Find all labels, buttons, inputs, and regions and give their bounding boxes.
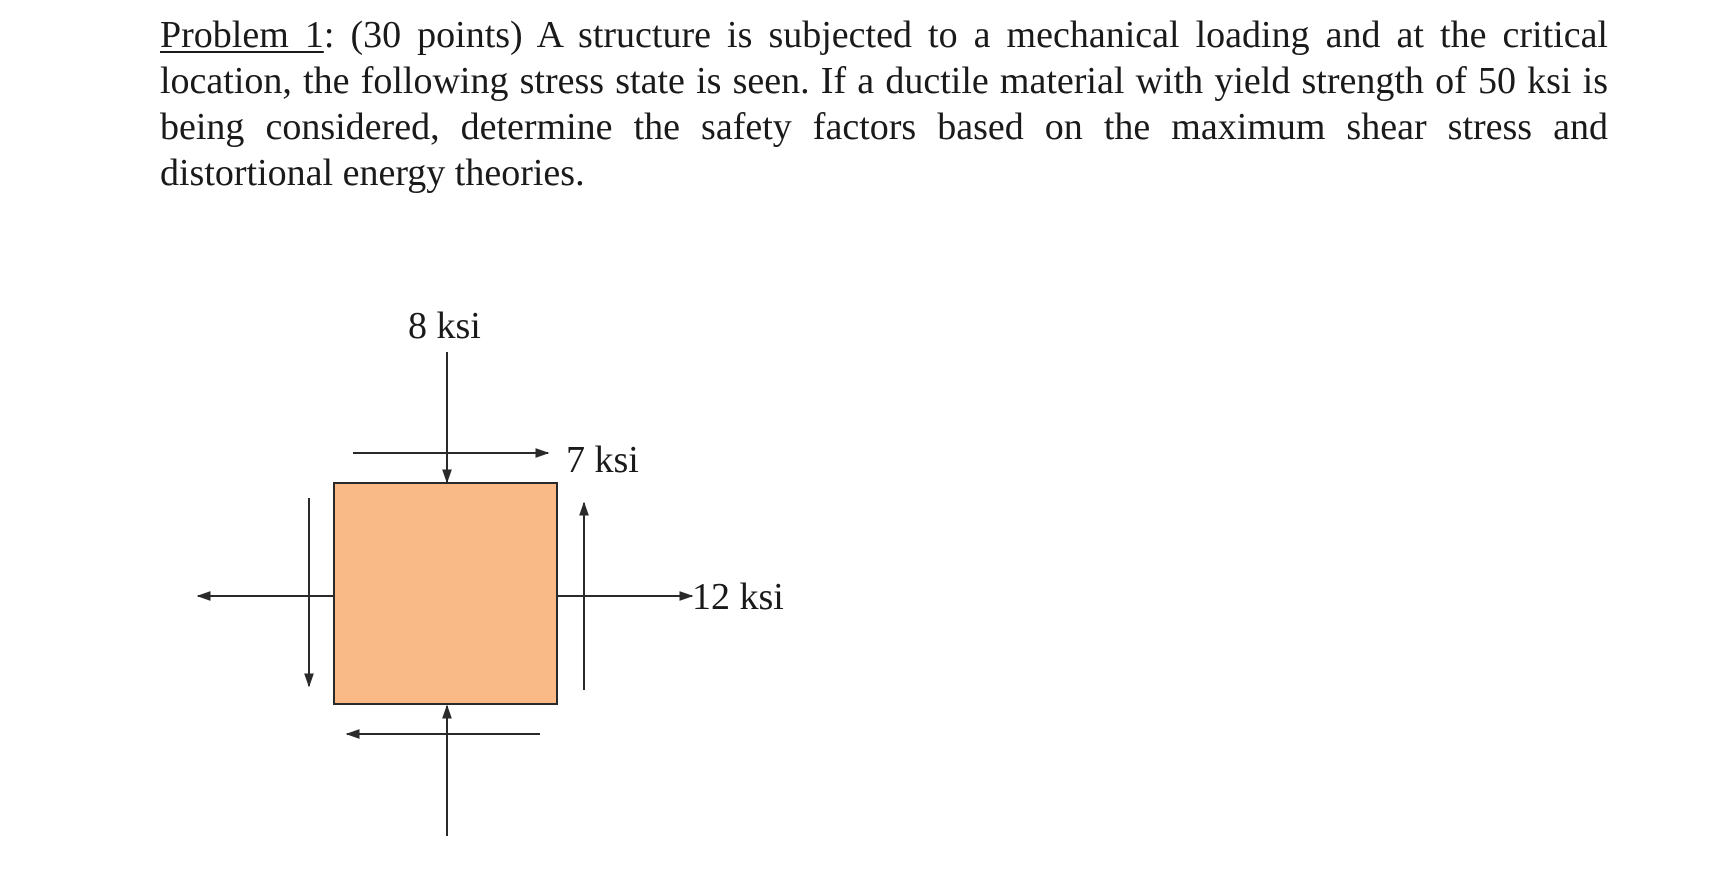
problem-body: : (30 points) A structure is subjected to a mechanical loading and at the critical location, the following stress state is seen. If a ductile material with yield strength of 50 ksi is being considered, determine the safety factors based on the maximum shear stress and distortional energy theories. <box>160 14 1608 194</box>
label-normal-stress-x: 12 ksi <box>692 576 784 618</box>
label-shear-stress: 7 ksi <box>566 439 639 481</box>
label-normal-stress-y: 8 ksi <box>408 305 481 347</box>
stress-element <box>334 483 557 704</box>
problem-heading: Problem 1 <box>160 14 324 56</box>
